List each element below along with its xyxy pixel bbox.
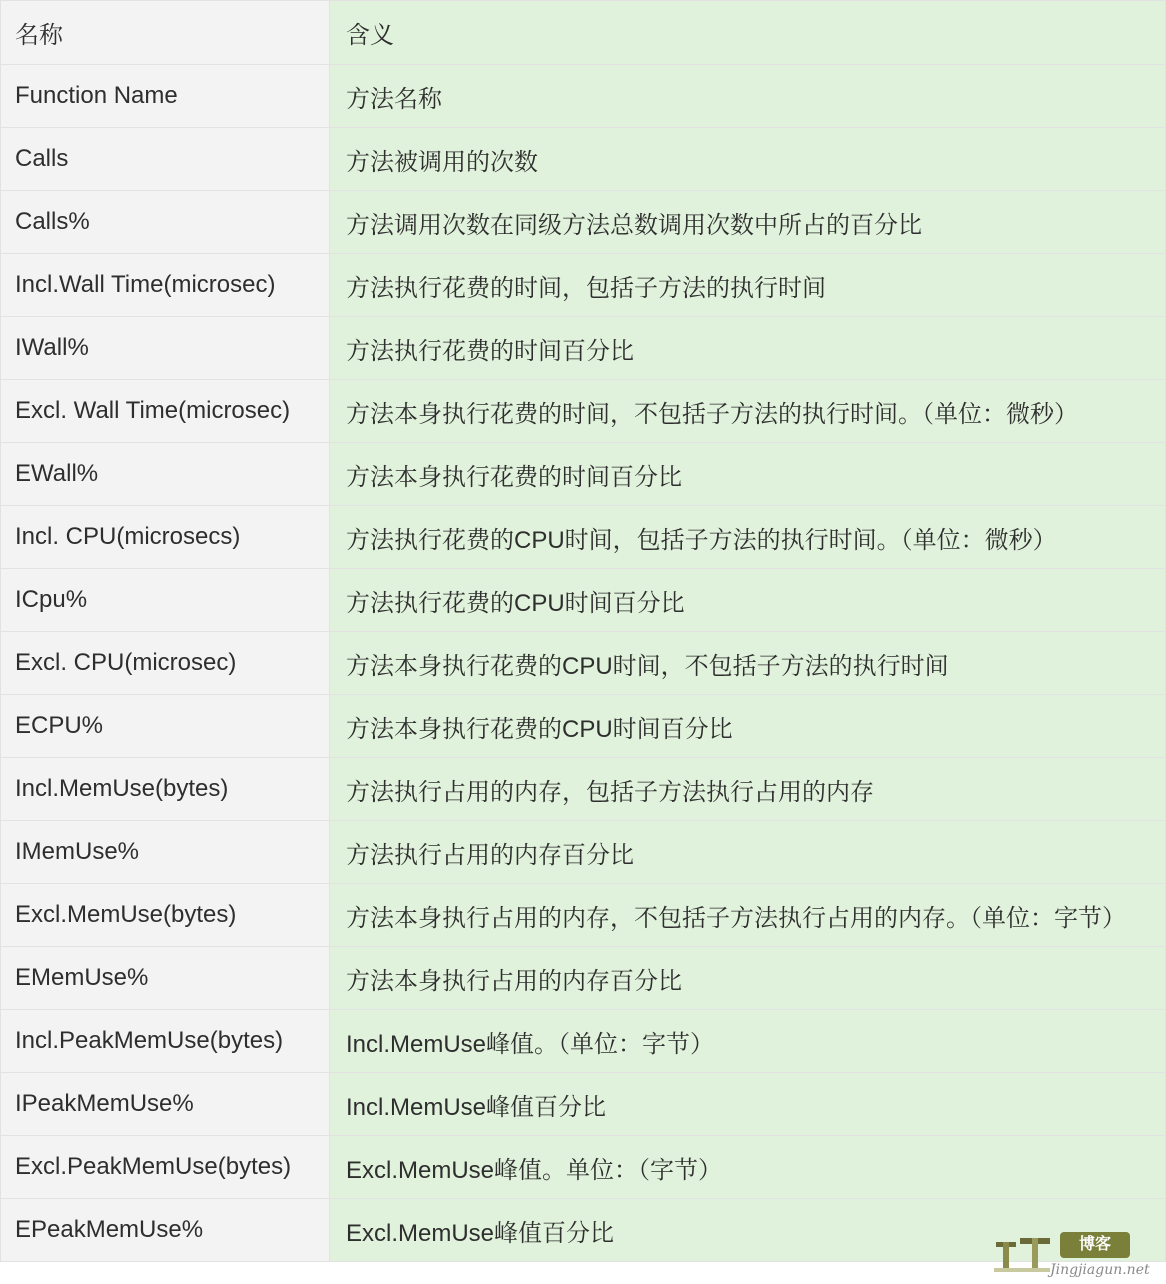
header-name-cell: 名称 <box>1 1 330 65</box>
metric-name-cell: IMemUse% <box>1 821 330 884</box>
metric-meaning-cell: 方法执行花费的CPU时间，包括子方法的执行时间。（单位：微秒） <box>330 506 1166 569</box>
metric-meaning-cell: 方法调用次数在同级方法总数调用次数中所占的百分比 <box>330 191 1166 254</box>
metric-meaning-cell: 方法名称 <box>330 65 1166 128</box>
metric-meaning-cell: Excl.MemUse峰值百分比 <box>330 1199 1166 1262</box>
table-row <box>1 506 1166 569</box>
jt-logo-icon <box>994 1238 1052 1274</box>
table-row <box>1 632 1166 695</box>
metric-meaning-cell: 方法本身执行花费的CPU时间，不包括子方法的执行时间 <box>330 632 1166 695</box>
table-header-row <box>1 1 1166 65</box>
metric-meaning-cell: 方法被调用的次数 <box>330 128 1166 191</box>
metric-name-cell: EWall% <box>1 443 330 506</box>
metric-name-cell: ECPU% <box>1 695 330 758</box>
watermark-subtext: Jingjiagun.net <box>1050 1262 1150 1278</box>
table-row <box>1 317 1166 380</box>
table-row <box>1 695 1166 758</box>
metric-meaning-cell: 方法执行占用的内存，包括子方法执行占用的内存 <box>330 758 1166 821</box>
metric-name-cell: Function Name <box>1 65 330 128</box>
metric-meaning-cell: 方法本身执行花费的时间百分比 <box>330 443 1166 506</box>
table-row <box>1 65 1166 128</box>
table-row <box>1 380 1166 443</box>
metric-meaning-cell: Excl.MemUse峰值。单位：（字节） <box>330 1136 1166 1199</box>
metric-name-cell: EPeakMemUse% <box>1 1199 330 1262</box>
metric-name-cell: Calls% <box>1 191 330 254</box>
metric-meaning-cell: 方法本身执行占用的内存，不包括子方法执行占用的内存。（单位：字节） <box>330 884 1166 947</box>
table-row <box>1 569 1166 632</box>
metric-meaning-cell: Incl.MemUse峰值。（单位：字节） <box>330 1010 1166 1073</box>
table-row <box>1 443 1166 506</box>
table-row <box>1 191 1166 254</box>
metric-meaning-cell: 方法执行花费的CPU时间百分比 <box>330 569 1166 632</box>
table-row <box>1 254 1166 317</box>
table-row <box>1 1136 1166 1199</box>
metric-name-cell: Incl. CPU(microsecs) <box>1 506 330 569</box>
metric-name-cell: Excl.PeakMemUse(bytes) <box>1 1136 330 1199</box>
metric-name-cell: Incl.PeakMemUse(bytes) <box>1 1010 330 1073</box>
metric-name-cell: EMemUse% <box>1 947 330 1010</box>
metric-name-cell: Calls <box>1 128 330 191</box>
metric-name-cell: IWall% <box>1 317 330 380</box>
metric-meaning-cell: 方法执行占用的内存百分比 <box>330 821 1166 884</box>
table-row <box>1 128 1166 191</box>
table-row <box>1 821 1166 884</box>
metric-name-cell: Incl.MemUse(bytes) <box>1 758 330 821</box>
table-row <box>1 758 1166 821</box>
header-meaning-cell: 含义 <box>330 1 1166 65</box>
table-row <box>1 1073 1166 1136</box>
metric-name-cell: Incl.Wall Time(microsec) <box>1 254 330 317</box>
metric-name-cell: Excl. CPU(microsec) <box>1 632 330 695</box>
metric-meaning-cell: 方法执行花费的时间，包括子方法的执行时间 <box>330 254 1166 317</box>
metric-name-cell: ICpu% <box>1 569 330 632</box>
site-watermark <box>994 1232 1150 1278</box>
metric-meaning-cell: 方法本身执行花费的时间，不包括子方法的执行时间。（单位：微秒） <box>330 380 1166 443</box>
metric-meaning-cell: 方法本身执行占用的内存百分比 <box>330 947 1166 1010</box>
watermark-badge: 博客 <box>1060 1232 1130 1258</box>
table-row <box>1 1199 1166 1262</box>
table-row <box>1 947 1166 1010</box>
table-row <box>1 884 1166 947</box>
metric-name-cell: Excl.MemUse(bytes) <box>1 884 330 947</box>
metric-name-cell: Excl. Wall Time(microsec) <box>1 380 330 443</box>
metric-meaning-cell: 方法本身执行花费的CPU时间百分比 <box>330 695 1166 758</box>
metric-meaning-cell: 方法执行花费的时间百分比 <box>330 317 1166 380</box>
metric-name-cell: IPeakMemUse% <box>1 1073 330 1136</box>
metric-meaning-cell: Incl.MemUse峰值百分比 <box>330 1073 1166 1136</box>
table-row <box>1 1010 1166 1073</box>
